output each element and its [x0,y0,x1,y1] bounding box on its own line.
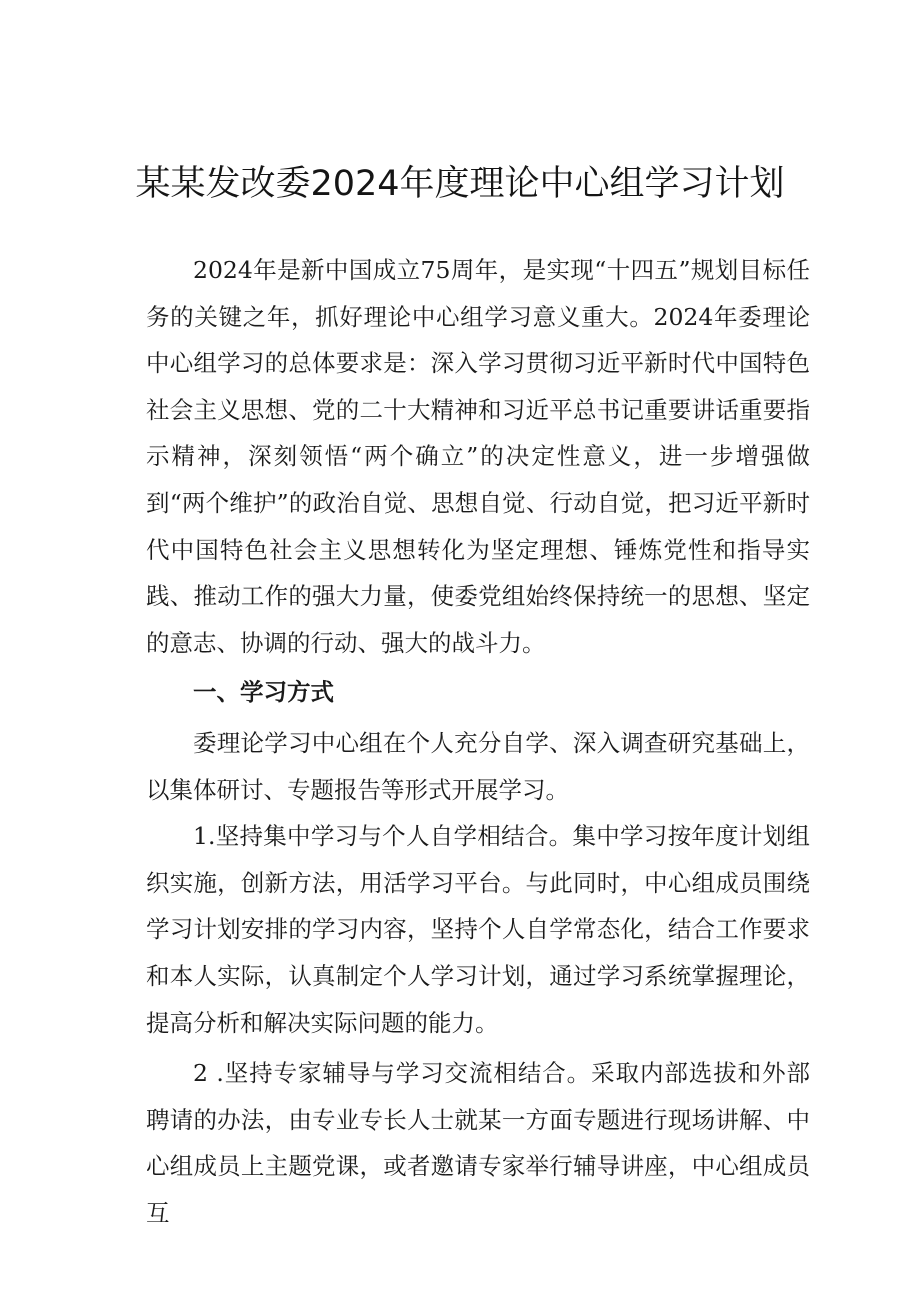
method-item-1: 1.坚持集中学习与个人自学相结合。集中学习按年度计划组织实施，创新方法，用活学习平台。与此同时，中心组成员围绕学习计划安排的学习内容，坚持个人自学常态化，结合工作要求和本人实际，认真制定个人学习计划，通过学习系统掌握理论，提高分析和解决实际问题的能力。 [146,822,810,1037]
section-heading-study-methods: 一、学习方式 [193,678,334,707]
intro-paragraph: 2024年是新中国成立75周年，是实现“十四五”规划目标任务的关键之年，抓好理论中心组学习意义重大。2024年委理论中心组学习的总体要求是：深入学习贯彻习近平新时代中国特色社会主义思想、党的二十大精神和习近平总书记重要讲话重要指示精神，深刻领悟“两个确立”的决定性意义，进一步增强做到“两个维护”的政治自觉、思想自觉、行动自觉，把习近平新时代中国特色社会主义思想转化为坚定理想、锤炼党性和指导实践、推动工作的强大力量，使委党组始终保持统一的思想、坚定的意志、协调的行动、强大的战斗力。 [146,256,810,657]
document-body [146,247,810,1236]
method-item-2: 2 .坚持专家辅导与学习交流相结合。采取内部选拔和外部聘请的办法，由专业专长人士就某一方面专题进行现场讲解、中心组成员上主题党课，或者邀请专家举行辅导讲座，中心组成员互 [146,1059,810,1227]
study-methods-paragraph: 委理论学习中心组在个人充分自学、深入调查研究基础上，以集体研讨、专题报告等形式开展学习。 [146,728,810,804]
document-title: 某某发改委2024年度理论中心组学习计划 [135,164,785,204]
